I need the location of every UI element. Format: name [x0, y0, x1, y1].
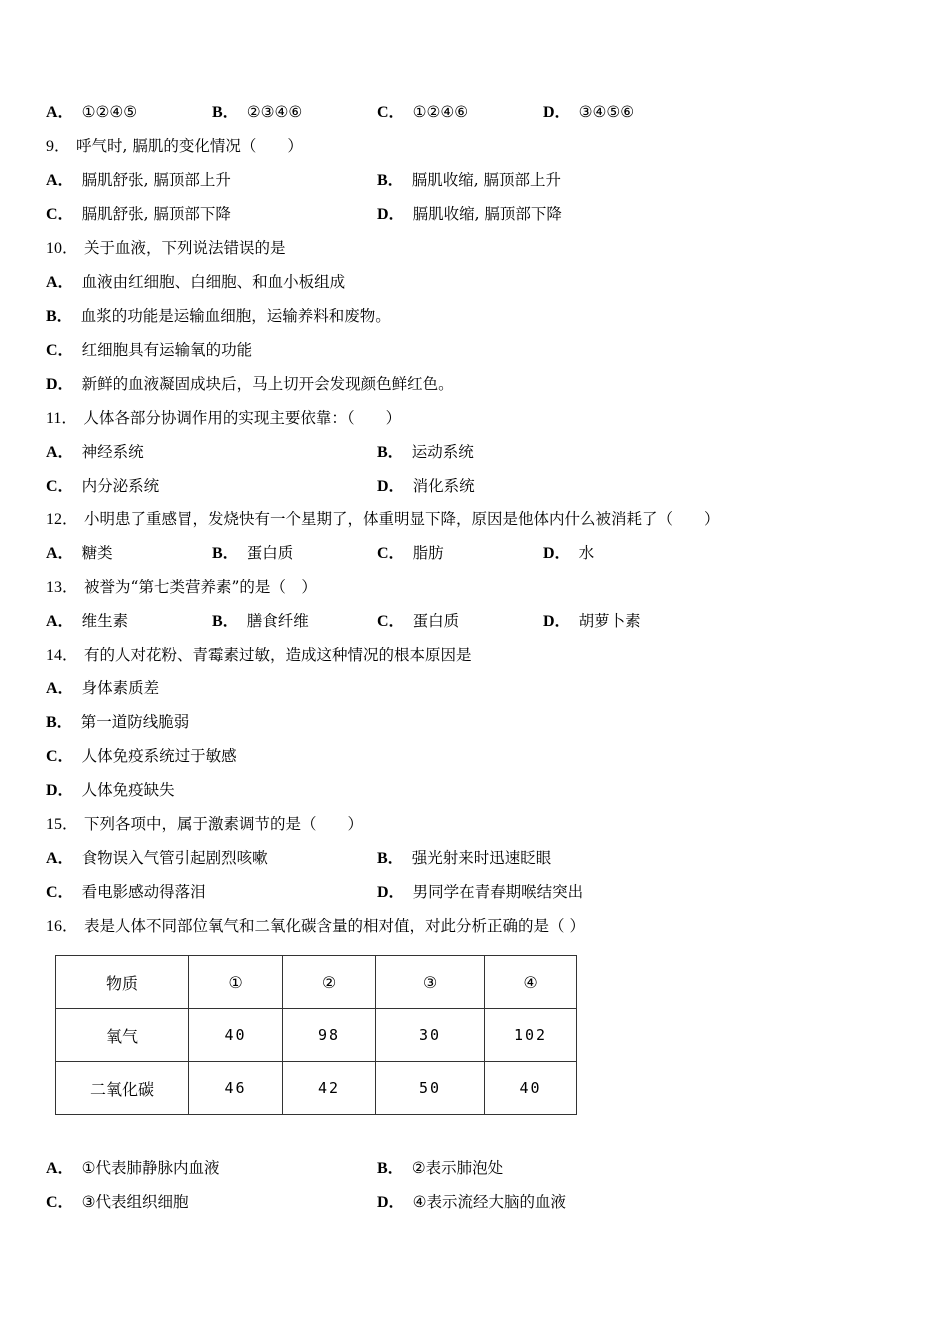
q12-option-b[interactable]: B． 蛋白质: [212, 544, 294, 562]
q10-option-a[interactable]: A． 血液由红细胞、白细胞、和血小板组成: [46, 273, 346, 291]
table-cell: 30: [376, 1009, 485, 1062]
q15-option-c[interactable]: C． 看电影感动得落泪: [46, 883, 206, 901]
table-row-label: 氧气: [56, 1009, 189, 1062]
q15-option-a[interactable]: A． 食物误入气管引起剧烈咳嗽: [46, 849, 268, 867]
table-row: [56, 1009, 577, 1062]
q13-stem: 13． 被誉为“第七类营养素”的是（ ）: [46, 578, 317, 596]
q14-option-d[interactable]: D． 人体免疫缺失: [46, 781, 175, 799]
q8-option-d[interactable]: D． ③④⑤⑥: [543, 103, 635, 121]
table-header-cell: ④: [485, 956, 577, 1009]
q16-stem: 16． 表是人体不同部位氧气和二氧化碳含量的相对值，对此分析正确的是（ ）: [46, 917, 585, 935]
table-cell: 42: [283, 1062, 376, 1115]
q10-option-c[interactable]: C． 红细胞具有运输氧的功能: [46, 341, 253, 359]
q16-option-d[interactable]: D． ④表示流经大脑的血液: [377, 1193, 566, 1211]
q8-option-a[interactable]: A． ①②④⑤: [46, 103, 138, 121]
q16-option-c[interactable]: C． ③代表组织细胞: [46, 1193, 189, 1211]
q9-option-b[interactable]: B． 膈肌收缩, 膈顶部上升: [377, 171, 562, 189]
q16-option-a[interactable]: A． ①代表肺静脉内血液: [46, 1159, 220, 1177]
q12-stem: 12． 小明患了重感冒，发烧快有一个星期了，体重明显下降，原因是他体内什么被消耗了（ ）: [46, 510, 720, 528]
q11-option-a[interactable]: A． 神经系统: [46, 443, 144, 461]
table-cell: 102: [485, 1009, 577, 1062]
table-cell: 98: [283, 1009, 376, 1062]
q12-option-a[interactable]: A． 糖类: [46, 544, 113, 562]
table-cell: 50: [376, 1062, 485, 1115]
table-header-cell: 物质: [56, 956, 189, 1009]
table-cell: 40: [485, 1062, 577, 1115]
table-row-label: 二氧化碳: [56, 1062, 189, 1115]
q12-option-d[interactable]: D． 水: [543, 544, 595, 562]
q8-option-c[interactable]: C． ①②④⑥: [377, 103, 469, 121]
q10-stem: 10． 关于血液，下列说法错误的是: [46, 239, 286, 257]
table-header-cell: ①: [189, 956, 283, 1009]
q11-stem: 11． 人体各部分协调作用的实现主要依靠：（ ）: [46, 409, 402, 427]
q15-option-d[interactable]: D． 男同学在青春期喉结突出: [377, 883, 584, 901]
table-cell: 40: [189, 1009, 283, 1062]
table-header-row: [56, 956, 577, 1009]
table-cell: 46: [189, 1062, 283, 1115]
q15-stem: 15． 下列各项中，属于激素调节的是（ ）: [46, 815, 364, 833]
q13-option-d[interactable]: D． 胡萝卜素: [543, 612, 641, 630]
q11-option-b[interactable]: B． 运动系统: [377, 443, 474, 461]
q13-option-b[interactable]: B． 膳食纤维: [212, 612, 309, 630]
q14-stem: 14． 有的人对花粉、青霉素过敏，造成这种情况的根本原因是: [46, 646, 472, 664]
q14-option-b[interactable]: B． 第一道防线脆弱: [46, 713, 190, 731]
q15-option-b[interactable]: B． 强光射来时迅速眨眼: [377, 849, 552, 867]
q8-option-b[interactable]: B． ②③④⑥: [212, 103, 303, 121]
q10-option-b[interactable]: B． 血浆的功能是运输血细胞，运输养料和废物。: [46, 307, 391, 325]
q9-option-a[interactable]: A． 膈肌舒张, 膈顶部上升: [46, 171, 231, 189]
q9-stem: 9． 呼气时, 膈肌的变化情况（ ）: [46, 137, 303, 155]
q13-option-c[interactable]: C． 蛋白质: [377, 612, 460, 630]
q10-option-d[interactable]: D． 新鲜的血液凝固成块后，马上切开会发现颜色鲜红色。: [46, 375, 454, 393]
q16-option-b[interactable]: B． ②表示肺泡处: [377, 1159, 504, 1177]
q11-option-c[interactable]: C． 内分泌系统: [46, 477, 160, 495]
q9-option-c[interactable]: C． 膈肌舒张, 膈顶部下降: [46, 205, 231, 223]
table-header-cell: ②: [283, 956, 376, 1009]
q12-option-c[interactable]: C． 脂肪: [377, 544, 444, 562]
q14-option-c[interactable]: C． 人体免疫系统过于敏感: [46, 747, 237, 765]
gas-content-table: [55, 955, 577, 1115]
table-row: [56, 1062, 577, 1115]
q11-option-d[interactable]: D． 消化系统: [377, 477, 475, 495]
table-header-cell: ③: [376, 956, 485, 1009]
q14-option-a[interactable]: A． 身体素质差: [46, 679, 160, 697]
q13-option-a[interactable]: A． 维生素: [46, 612, 129, 630]
q9-option-d[interactable]: D． 膈肌收缩, 膈顶部下降: [377, 205, 562, 223]
